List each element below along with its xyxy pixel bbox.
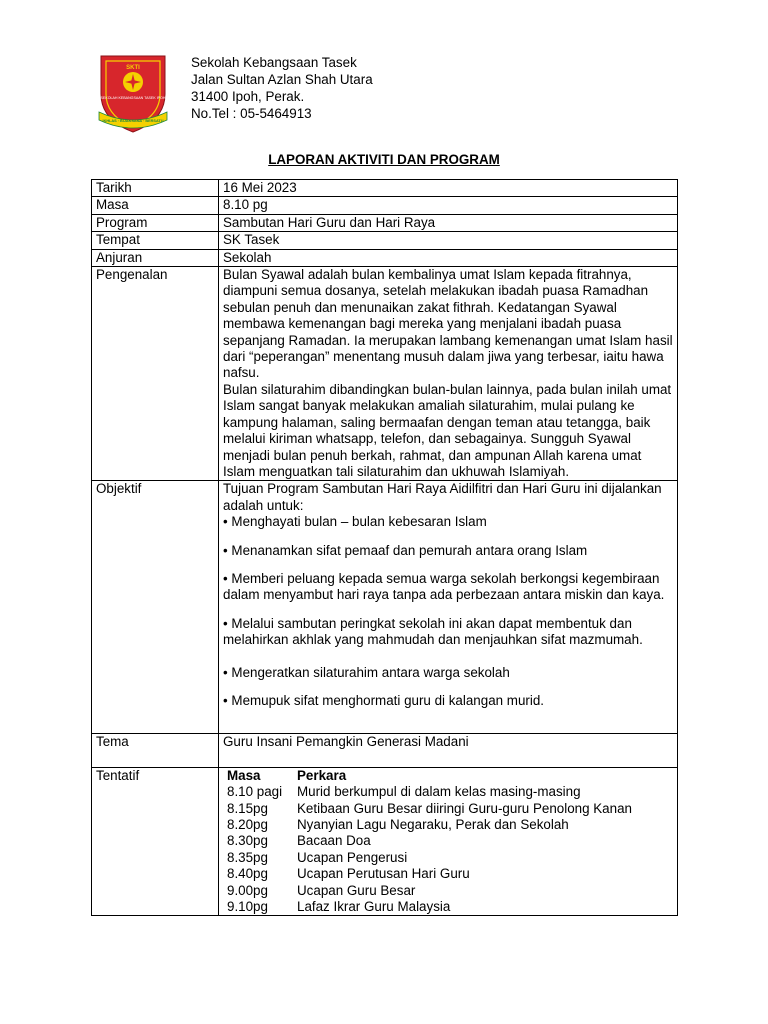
schedule-row [227, 883, 632, 899]
objektif-item: • Memupuk sifat menghormati guru di kalangan murid. [223, 692, 545, 708]
row-tentatif [92, 767, 678, 916]
tema-text: Guru Insani Pemangkin Generasi Madani [223, 734, 469, 750]
objektif-intro: Tujuan Program Sambutan Hari Raya Aidilfitri dan Hari Guru ini dijalankan adalah untuk: [223, 481, 662, 513]
pengenalan-paragraph: Bulan silaturahim dibandingkan bulan-bulan lainnya, pada bulan inilah umat Islam sangat banyak melakukan amaliah silaturahim, mulai pulang ke kampung halaman, saling bermaafan dengan teman atau tetangga, baik melalui kiriman whatsapp, telefon, dan sebagainya. Sungguh Syawal menjadi bulan penuh berkah, rahmat, dan ampunan Allah karena umat Islam menguatkan tali silaturahim dan ukhuwah Islamiyah. [223, 381, 672, 479]
label-anjuran: Anjuran [92, 249, 219, 266]
row-tema [92, 734, 678, 767]
objektif-item: • Memberi peluang kepada semua warga sekolah berkongsi kegembiraan dalam menyambut hari raya tanpa ada perbezaan antara miskin dan kaya. [223, 570, 665, 603]
schedule-row [227, 866, 632, 882]
tentatif-schedule [227, 768, 632, 916]
label-objektif: Objektif [92, 481, 219, 734]
schedule-time: 9.00pg [227, 882, 268, 898]
schedule-item: Ketibaan Guru Besar diiringi Guru-guru Penolong Kanan [297, 800, 632, 816]
value-tema [219, 734, 678, 767]
schedule-item: Ucapan Perutusan Hari Guru [297, 866, 470, 882]
schedule-time: 8.20pg [227, 817, 268, 832]
row-program [92, 214, 678, 231]
schedule-row [227, 801, 632, 817]
schedule-header-time: Masa [227, 767, 261, 783]
row-pengenalan [92, 267, 678, 481]
report-title: LAPORAN AKTIVITI DAN PROGRAM [268, 152, 500, 167]
schedule-row [227, 784, 632, 800]
schedule-row [227, 833, 632, 849]
address-line: 31400 Ipoh, Perak. [191, 89, 305, 104]
address-line: Jalan Sultan Azlan Shah Utara [191, 72, 373, 87]
row-anjuran [92, 249, 678, 266]
value-masa: 8.10 pg [219, 197, 678, 214]
schedule-time: 8.10 pagi [227, 784, 283, 800]
row-objektif [92, 481, 678, 734]
value-tentatif [219, 767, 678, 916]
row-masa [92, 197, 678, 214]
schedule-row [227, 899, 632, 915]
schedule-item: Nyanyian Lagu Negaraku, Perak dan Sekolah [297, 817, 569, 832]
objektif-item: • Mengeratkan silaturahim antara warga sekolah [223, 664, 510, 680]
report-table [91, 179, 678, 916]
phone-line: No.Tel : 05-5464913 [191, 106, 312, 121]
objektif-item: • Menanamkan sifat pemaaf dan pemurah antara orang Islam [223, 542, 588, 558]
label-tarikh: Tarikh [92, 180, 219, 197]
schedule-time: 8.30pg [227, 833, 268, 849]
crest-ribbon-text: SEKOLAH KEBANGSAAN TASEK IPOH [100, 96, 166, 100]
schedule-time: 9.10pg [227, 899, 268, 915]
label-pengenalan: Pengenalan [92, 267, 219, 481]
value-program: Sambutan Hari Guru dan Hari Raya [219, 214, 678, 231]
label-tema: Tema [92, 734, 219, 767]
label-masa: Masa [92, 197, 219, 214]
value-pengenalan [219, 267, 678, 481]
schedule-item: Bacaan Doa [297, 833, 371, 849]
label-program: Program [92, 214, 219, 231]
label-tentatif: Tentatif [92, 767, 219, 916]
schedule-item: Ucapan Pengerusi [297, 849, 408, 865]
address-line: Sekolah Kebangsaan Tasek [191, 55, 357, 70]
schedule-time: 8.15pg [227, 800, 268, 816]
value-tempat: SK Tasek [219, 232, 678, 249]
value-objektif [219, 481, 678, 734]
school-address [191, 54, 373, 122]
school-crest-logo [97, 50, 169, 134]
label-tempat: Tempat [92, 232, 219, 249]
crest-top-text: SKTI [126, 65, 140, 71]
value-anjuran: Sekolah [219, 249, 678, 266]
schedule-row [227, 817, 632, 833]
schedule-time: 8.35pg [227, 849, 268, 865]
row-tarikh [92, 180, 678, 197]
crest-motto: IKHLAS · BIJAKSANA · BERSATU [102, 119, 164, 123]
objektif-item: • Melalui sambutan peringkat sekolah ini akan dapat membentuk dan melahirkan akhlak yang mahmudah dan menjauhkan sifat mazmumah. [223, 615, 643, 648]
value-tarikh: 16 Mei 2023 [219, 180, 678, 197]
schedule-time: 8.40pg [227, 866, 268, 882]
schedule-item: Murid berkumpul di dalam kelas masing-masing [297, 784, 581, 800]
schedule-row [227, 850, 632, 866]
schedule-item: Lafaz Ikrar Guru Malaysia [297, 899, 451, 915]
schedule-item: Ucapan Guru Besar [297, 882, 416, 898]
schedule-header-item: Perkara [297, 767, 347, 783]
row-tempat [92, 232, 678, 249]
pengenalan-paragraph: Bulan Syawal adalah bulan kembalinya umat Islam kepada fitrahnya, diampuni semua dosanya, setelah melakukan ibadah puasa Ramadhan sebulan penuh dan menunaikan zakat fithrah. Kedatangan Syawal membawa kemenangan bagi mereka yang menjalani ibadah puasa sepanjang Ramadan. Ia merupakan lambang kemenangan umat Islam hasil dari “peperangan” menentang musuh dalam jiwa yang terbesar, iaitu hawa nafsu. [223, 267, 673, 381]
objektif-item: • Menghayati bulan – bulan kebesaran Islam [223, 514, 487, 530]
